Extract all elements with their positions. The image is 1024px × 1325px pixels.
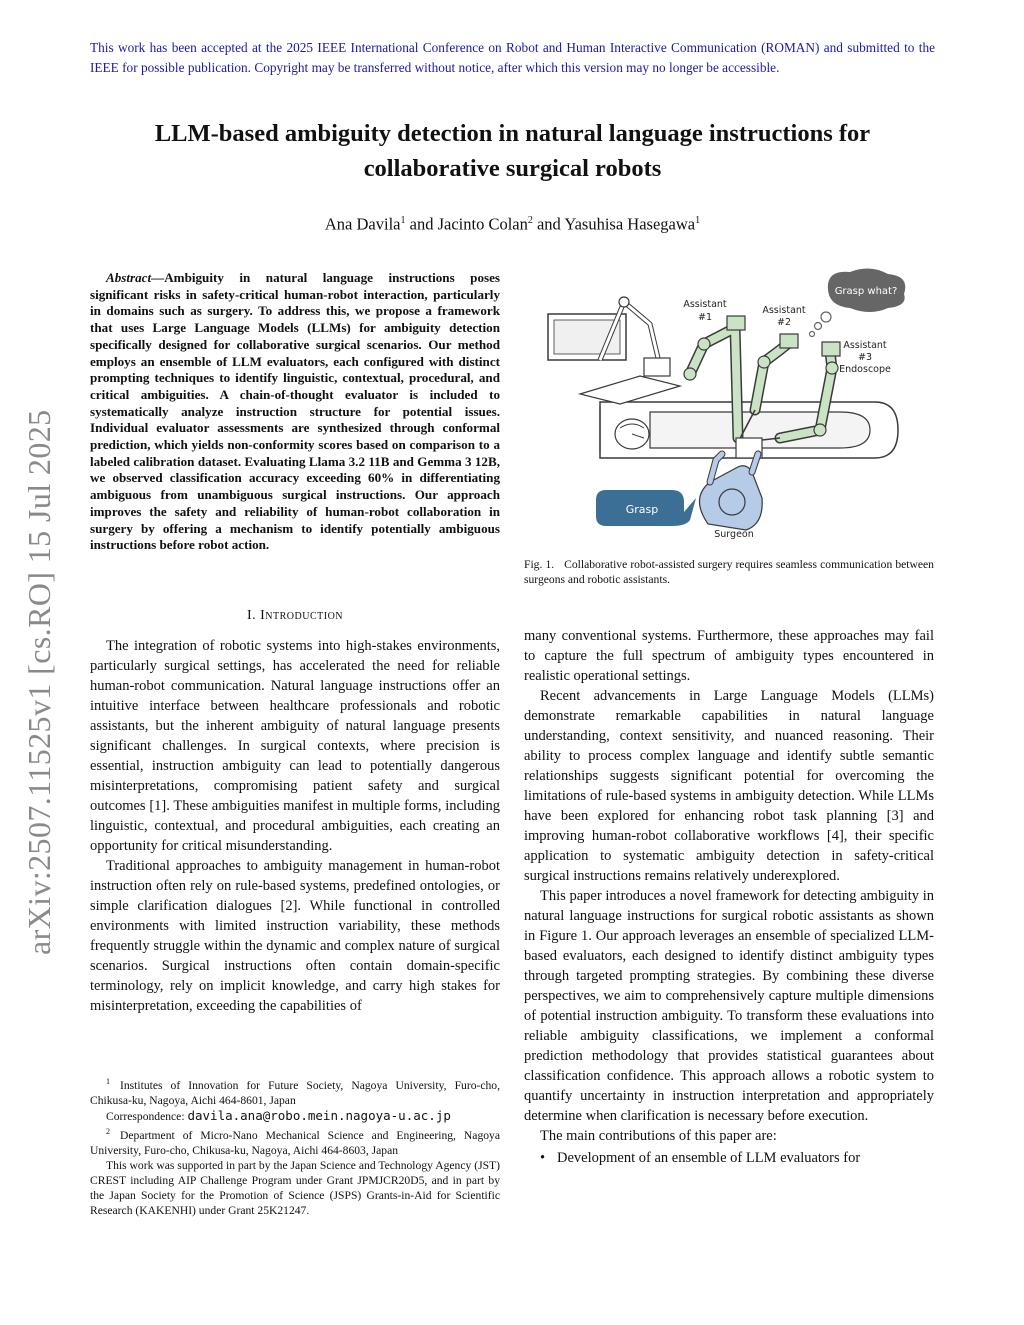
abstract-text: Ambiguity in natural language instructions poses significant risks in safety-critical human-robot interaction, particularly in domains such as surgery. To address this, we propose a framework that uses Large Language Models (LLMs) for ambiguity detection specifically designed for collaborative surgical scenarios. Our method employs an ensemble of LLM evaluators, each configured with distinct prompting techniques to identify linguistic, contextual, procedural, and critical ambiguities. A chain-of-thought evaluator is included to systematically analyze instruction structure for potential issues. Individual evaluator assessments are synthesized through conformal prediction, which yields non-conformity scores based on comparison to a labeled calibration dataset. Evaluating Llama 3.2 11B and Gemma 3 12B, we observed classification accuracy exceeding 60% in differentiating ambiguous from unambiguous surgical instructions. Our approach improves the safety and reliability of human-robot collaboration in surgery by offering a mechanism to identify potentially ambiguous instructions before robot action. — [90, 270, 500, 553]
speech-text: Grasp — [625, 503, 659, 516]
correspondence: Correspondence: davila.ana@robo.mein.nagoya-u.ac.jp — [106, 1107, 451, 1123]
figure-1-illustration — [540, 262, 920, 547]
arxiv-identifier: arXiv:2507.11525v1 [cs.RO] 15 Jul 2025 — [21, 409, 57, 955]
abstract-label: Abstract — [106, 270, 152, 285]
list-item: • Development of an ensemble of LLM evaluators for — [557, 1148, 934, 1168]
footnotes — [90, 1074, 500, 1218]
caption-text: Collaborative robot-assisted surgery requires seamless communication between surgeons and robotic assistants. — [524, 558, 934, 586]
surgeon-head — [719, 489, 745, 515]
figure-label: Fig. 1. — [524, 558, 555, 571]
email-address: davila.ana@robo.mein.nagoya-u.ac.jp — [187, 1107, 451, 1123]
section-number: I. — [246, 608, 257, 623]
section-heading — [90, 606, 500, 626]
introduction-right-column — [524, 626, 934, 1168]
author-separator: and — [409, 214, 434, 234]
section-title: Introduction — [260, 608, 344, 623]
footnote-2: $^2$ Department of Micro-Nano Mechanical Science and Engineering, Nagoya University, Furo-cho, Chikusa-ku, Nagoya, Aichi 464-8603, Japan — [90, 1126, 500, 1157]
author-list — [90, 209, 935, 237]
author-name: Yasuhisa Hasegawa — [564, 214, 696, 234]
paragraph: Recent advancements in Large Language Models (LLMs) demonstrate remarkable capabilities in natural language understanding, context sensitivity, and nuanced reasoning. Their ability to process complex language and identify subtle semantic relationships suggests significant potential for overcoming the limitations of rule-based systems in ambiguity detection. While LLMs have been explored for enhancing robot task planning [3] and improving human-robot collaborative workflows [4], their specific application to systematic ambiguity detection in safety-critical surgical instructions remains relatively underexplored. — [524, 688, 934, 884]
introduction-left-column — [90, 636, 500, 1016]
abstract: Abstract—Ambiguity in natural language instructions poses significant risks in safety-critical human-robot interaction, particularly in domains such as surgery. To address this, we propose a framework that uses Large Language Models (LLMs) for ambiguity detection specifically designed for collaborative surgical scenarios. Our method employs an ensemble of LLM evaluators, each configured with distinct prompting techniques to identify linguistic, contextual, procedural, and critical ambiguities. A chain-of-thought evaluator is included to systematically analyze instruction structure for potential issues. Individual evaluator assessments are synthesized through conformal prediction, which yields non-conformity scores based on comparison to a labeled calibration dataset. Evaluating Llama 3.2 11B and Gemma 3 12B, we observed classification accuracy exceeding 60% in differentiating ambiguous from unambiguous surgical instructions. Our approach improves the safety and reliability of human-robot collaboration in surgery by offering a mechanism to identify potentially ambiguous instructions before robot action. — [90, 270, 500, 553]
monitor-arm — [548, 297, 680, 404]
copyright-notice: This work has been accepted at the 2025 IEEE International Conference on Robot and Human Interactive Communication (ROMAN) and submitted to the IEEE for possible publication. Copyright may be transferred without notice, after which this version may no longer be accessible. — [90, 40, 935, 75]
author-name: Jacinto Colan — [437, 214, 528, 234]
paper-title: LLM-based ambiguity detection in natural language instructions for collaborative surgical robots — [154, 120, 871, 182]
surgeon-label: Surgeon — [714, 529, 754, 540]
footnote-1: $^1$ Institutes of Innovation for Future Society, Nagoya University, Furo-cho, Chikusa-ku, Nagoya, Aichi 464-8601, Japan — [90, 1077, 500, 1107]
assistant-1-number: #1 — [697, 312, 713, 323]
footnote-mark: 2 — [106, 1126, 110, 1136]
contributions-list — [524, 1148, 934, 1168]
footnote-mark: 1 — [106, 1077, 110, 1086]
paragraph-continuation: many conventional systems. Furthermore, these approaches may fail to capture the full spectrum of ambiguity types encountered in realistic operational settings. — [524, 628, 934, 684]
assistant-3-role: Endoscope — [839, 364, 891, 375]
figure-caption — [524, 557, 934, 587]
funding-note: This work was supported in part by the Japan Science and Technology Agency (JST) CREST including AIP Challenge Program under Grant JPMJCR20D5, and in part by the Japan Society for the Promotion of Science (JSPS) Grants-in-Aid for Scientific Research (KAKENHI) under Grant 25K21247. — [90, 1158, 500, 1217]
paragraph: The integration of robotic systems into high-stakes environments, particularly surgical settings, has accelerated the need for reliable human-robot communication. Natural language instructions offer an intuitive interface between healthcare professionals and robotic assistants, but the inherent ambiguity of natural language presents significant challenges. In surgical contexts, where precision is essential, instruction ambiguity can lead to potentially dangerous misinterpretations, compromising patient safety and surgical outcomes [1]. These ambiguities manifest in multiple forms, including linguistic, contextual, and procedural ambiguities, each creating an opportunity for critical misunderstanding. — [90, 638, 500, 854]
assistant-2-number: #2 — [776, 317, 792, 328]
paragraph: Traditional approaches to ambiguity management in human-robot instruction often rely on rule-based systems, predefined ontologies, or simple clarification dialogues [2]. While functional in controlled environments with limited instruction variability, these methods frequently struggle within the dynamic and complex nature of surgical scenarios. Surgical instructions often contain domain-specific terminology, rely on implicit knowledge, and carry high stakes for misinterpretation, exceeding the capabilities of — [90, 858, 500, 1014]
author-affiliation-mark: 1 — [695, 215, 701, 226]
author-separator: and — [536, 214, 561, 234]
assistant-2-label: Assistant — [762, 305, 806, 316]
author-affiliation-mark: 2 — [527, 215, 533, 226]
paragraph: The main contributions of this paper are: — [540, 1128, 777, 1144]
thought-text: Grasp what? — [834, 286, 898, 297]
author-name: Ana Davila — [324, 214, 401, 234]
assistant-3-number: #3 — [857, 352, 873, 363]
assistant-1-label: Assistant — [683, 299, 727, 310]
assistant-3-label: Assistant — [843, 340, 887, 351]
thought-bubble — [810, 268, 906, 336]
author-affiliation-mark: 1 — [400, 215, 406, 226]
paragraph: This paper introduces a novel framework for detecting ambiguity in natural language instructions for surgical robotic assistants as shown in Figure 1. Our approach leverages an ensemble of specialized LLM-based evaluators, each designed to identify distinct ambiguity types through targeted prompting strategies. By combining these diverse perspectives, we aim to comprehensively capture multiple dimensions of potential instruction ambiguity. To transform these evaluations into reliable ambiguity classifications, we implement a conformal prediction methodology that provides statistical guarantees about classification confidence. This approach allows a robotic system to quantify uncertainty in instruction interpretation and appropriately determine when clarification is necessary before execution. — [524, 888, 934, 1124]
